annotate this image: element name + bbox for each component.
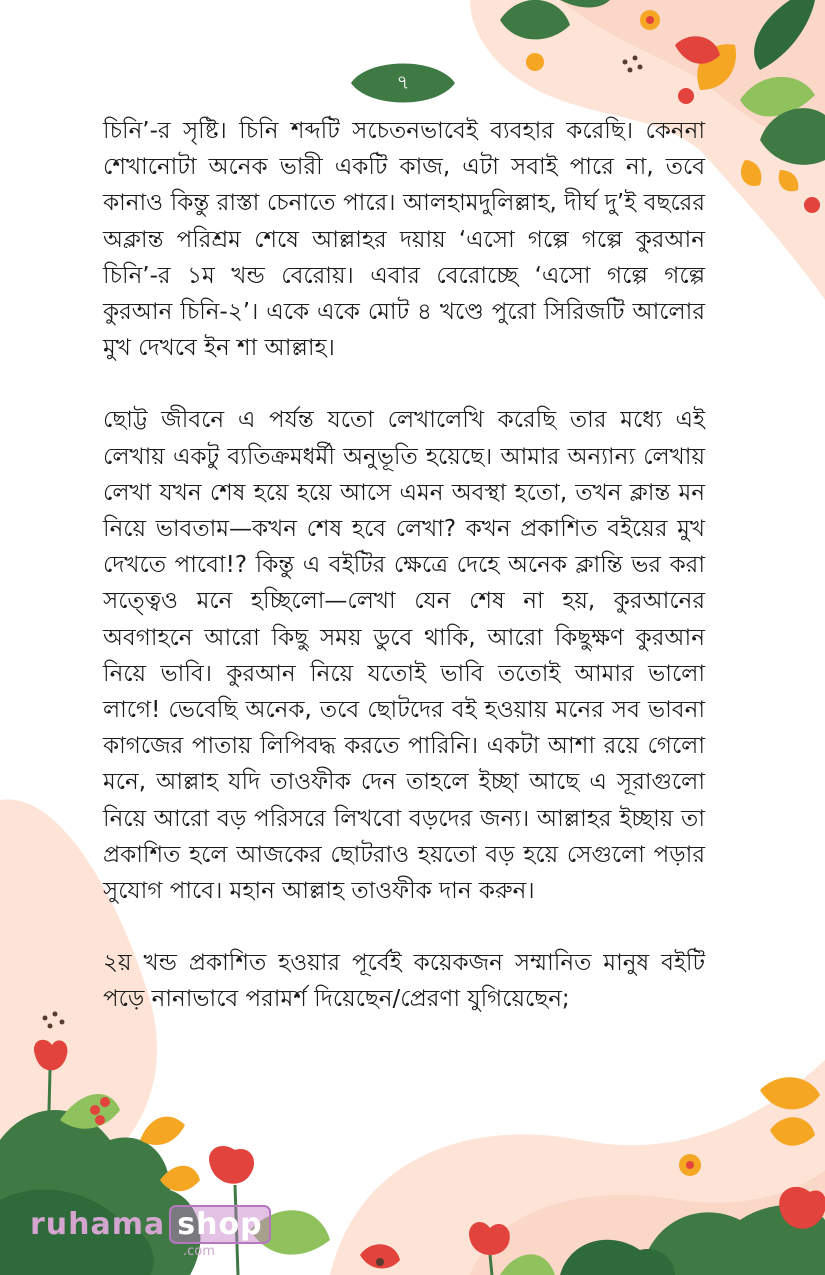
watermark-logo [30,1205,271,1244]
paragraph-3: ২য় খন্ড প্রকাশিত হওয়ার পূর্বেই কয়েকজন সম্মানিত মানুষ বইটি পড়ে নানাভাবে পরামর্শ দিয়েছেন/প্রেরণা যুগিয়েছেন; [103,950,705,1013]
paragraph-1: চিনি’-র সৃষ্টি। চিনি শব্দটি সচেতনভাবেই ব্যবহার করেছি। কেননা শেখানোটা অনেক ভারী একটি কাজ, এটা সবাই পারে না, তবে কানাও কিন্তু রাস্তা চেনাতে পারে। আলহামদুলিল্লাহ, দীর্ঘ দু’ই বছরের অক্লান্ত পরিশ্রম শেষে আল্লাহর দয়ায় ‘এসো গল্পে গল্পে কুরআন চিনি’-র ১ম খন্ড বেরোয়। এবার বেরোচ্ছে ‘এসো গল্পে গল্পে কুরআন চিনি-২’। একে একে মোট ৪ খণ্ডে পুরো সিরিজটি আলোর মুখ দেখবে ইন শা আল্লাহ। [103,118,705,362]
page-number: ৭ [396,70,410,94]
watermark-right: shop [169,1205,270,1244]
watermark-domain: .com [183,1244,215,1259]
watermark-left: ruhama [30,1207,166,1242]
body-text [103,113,705,1018]
paragraph-2: ছোট্ট জীবনে এ পর্যন্ত যতো লেখালেখি করেছি তার মধ্যে এই লেখায় একটু ব্যতিক্রমধর্মী অনুভূতি হয়েছে। আমার অন্যান্য লেখায় লেখা যখন শেষ হয়ে হয়ে আসে এমন অবস্থা হতো, তখন ক্লান্ত মন নিয়ে ভাবতাম—কখন শেষ হবে লেখা? কখন প্রকাশিত বইয়ের মুখ দেখতে পাবো!? কিন্তু এ বইটির ক্ষেত্রে দেহে অনেক ক্লান্তি ভর করা সত্ত্বেও মনে হচ্ছিলো—লেখা যেন শেষ না হয়, কুরআনের অবগাহনে আরো কিছু সময় ডুবে থাকি, আরো কিছুক্ষণ কুরআন নিয়ে ভাবি। কুরআন নিয়ে যতোই ভাবি ততোই আমার ভালো লাগে! ভেবেছি অনেক, তবে ছোটদের বই হওয়ায় মনের সব ভাবনা কাগজের পাতায় লিপিবদ্ধ করতে পারিনি। একটা আশা রয়ে গেলো মনে, আল্লাহ যদি তাওফীক দেন তাহলে ইচ্ছা আছে এ সূরাগুলো নিয়ে আরো বড় পরিসরে লিখবো বড়দের জন্য। আল্লাহর ইচ্ছায় তা প্রকাশিত হলে আজকের ছোটরাও হয়তো বড় হয়ে সেগুলো পড়ার সুযোগ পাবে। মহান আল্লাহ তাওফীক দান করুন। [103,407,705,905]
